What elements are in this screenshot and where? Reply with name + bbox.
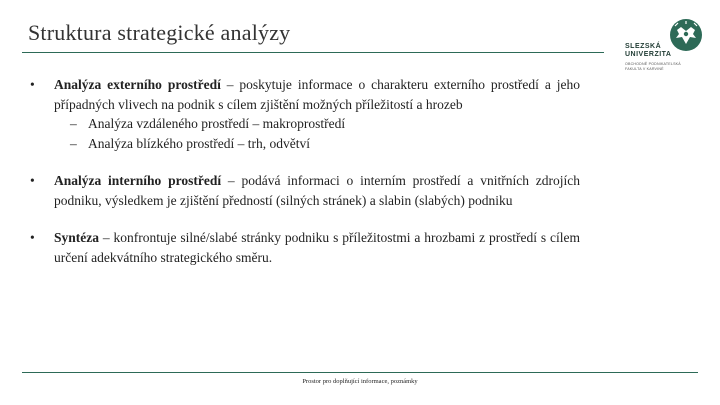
sub-bullet-text: Analýza vzdáleného prostředí – makroprostředí bbox=[88, 116, 346, 131]
sub-bullet-item bbox=[54, 134, 580, 154]
title-divider bbox=[22, 52, 604, 53]
logo-wordmark bbox=[625, 43, 671, 59]
bullet-description: – poskytuje informace o charakteru externího prostředí a jeho případných vlivech na podnik s cílem zjištění možných příležitostí a hrozeb bbox=[54, 77, 580, 112]
bullet-term: Syntéza bbox=[54, 230, 99, 245]
logo-sub-1: OBCHODNĚ PODNIKATELSKÁ bbox=[625, 62, 681, 66]
bullet-item bbox=[30, 228, 580, 267]
university-logo bbox=[625, 18, 709, 70]
logo-line-2: UNIVERZITA bbox=[625, 51, 672, 58]
sub-bullet-text: Analýza blízkého prostředí – trh, odvětví bbox=[88, 135, 310, 151]
slide-title: Struktura strategické analýzy bbox=[28, 20, 291, 45]
sub-bullet-marker: – bbox=[70, 116, 77, 131]
bullet-term: Analýza interního prostředí bbox=[54, 173, 222, 188]
bullet-text bbox=[54, 171, 580, 210]
bullet-marker: • bbox=[30, 173, 35, 188]
bullet-marker: • bbox=[30, 230, 35, 245]
bullet-description: – konfrontuje silné/slabé stránky podniku s příležitostmi a hrozbami z prostředí s cílem určení adekvátního strategického směru. bbox=[54, 230, 580, 265]
logo-line-1: SLEZSKÁ bbox=[625, 43, 662, 50]
footer-divider bbox=[22, 372, 698, 373]
bullet-text bbox=[54, 75, 580, 114]
logo-sub-2: FAKULTA V KARVINÉ bbox=[625, 66, 664, 71]
bullet-item bbox=[30, 171, 580, 210]
university-emblem-icon bbox=[669, 18, 703, 52]
bullet-description: – podává informaci o interním prostředí a vnitřních zdrojích podniku, výsledkem je zjištění předností (silných stránek) a slabin (slabých) podniku bbox=[54, 173, 580, 208]
bullet-list bbox=[30, 75, 580, 285]
sub-bullet-marker: – bbox=[70, 135, 77, 151]
bullet-term: Analýza externího prostředí bbox=[54, 77, 221, 92]
bullet-item bbox=[30, 75, 580, 153]
bullet-marker: • bbox=[30, 77, 35, 92]
bullet-text bbox=[54, 228, 580, 267]
sub-bullet-item bbox=[54, 114, 580, 134]
footer-note: Prostor pro doplňující informace, poznámky bbox=[302, 378, 418, 385]
logo-faculty bbox=[625, 62, 681, 71]
